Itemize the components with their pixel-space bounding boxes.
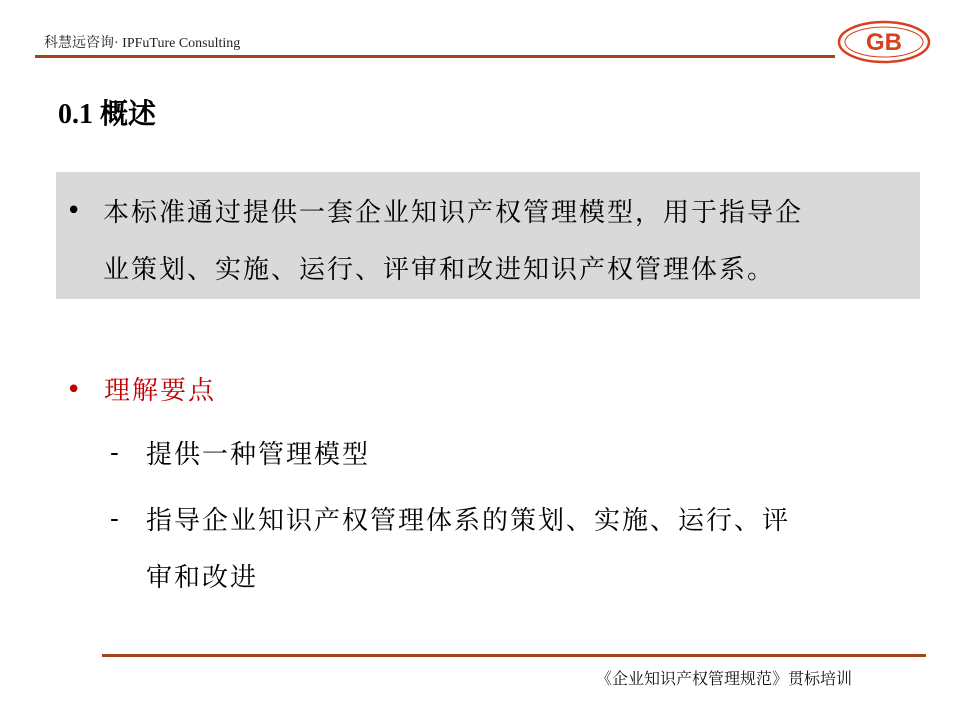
header-rule: [35, 55, 835, 58]
key-points-heading: 理解要点: [104, 376, 217, 406]
summary-line-2: 业策划、实施、运行、评审和改进知识产权管理体系。: [103, 255, 776, 285]
section-title: 0.1 概述: [58, 99, 157, 130]
point-1-line-1: 提供一种管理模型: [146, 440, 371, 470]
header-company-name: 科慧远咨询· IPFuTure Consulting: [44, 36, 241, 51]
point-2-dash: -: [110, 504, 119, 534]
summary-bullet: •: [66, 196, 82, 226]
point-2-line-2: 审和改进: [146, 563, 259, 593]
summary-line-1: 本标准通过提供一套企业知识产权管理模型，用于指导企: [103, 198, 804, 228]
gb-logo: [836, 20, 932, 64]
footer-rule: [102, 654, 926, 657]
point-2-line-1: 指导企业知识产权管理体系的策划、实施、运行、评: [146, 506, 791, 536]
footer-title: 《企业知识产权管理规范》贯标培训: [596, 669, 853, 688]
gb-logo-text: GB: [866, 29, 902, 56]
point-1-dash: -: [110, 438, 119, 468]
key-points-bullet: •: [66, 375, 82, 405]
